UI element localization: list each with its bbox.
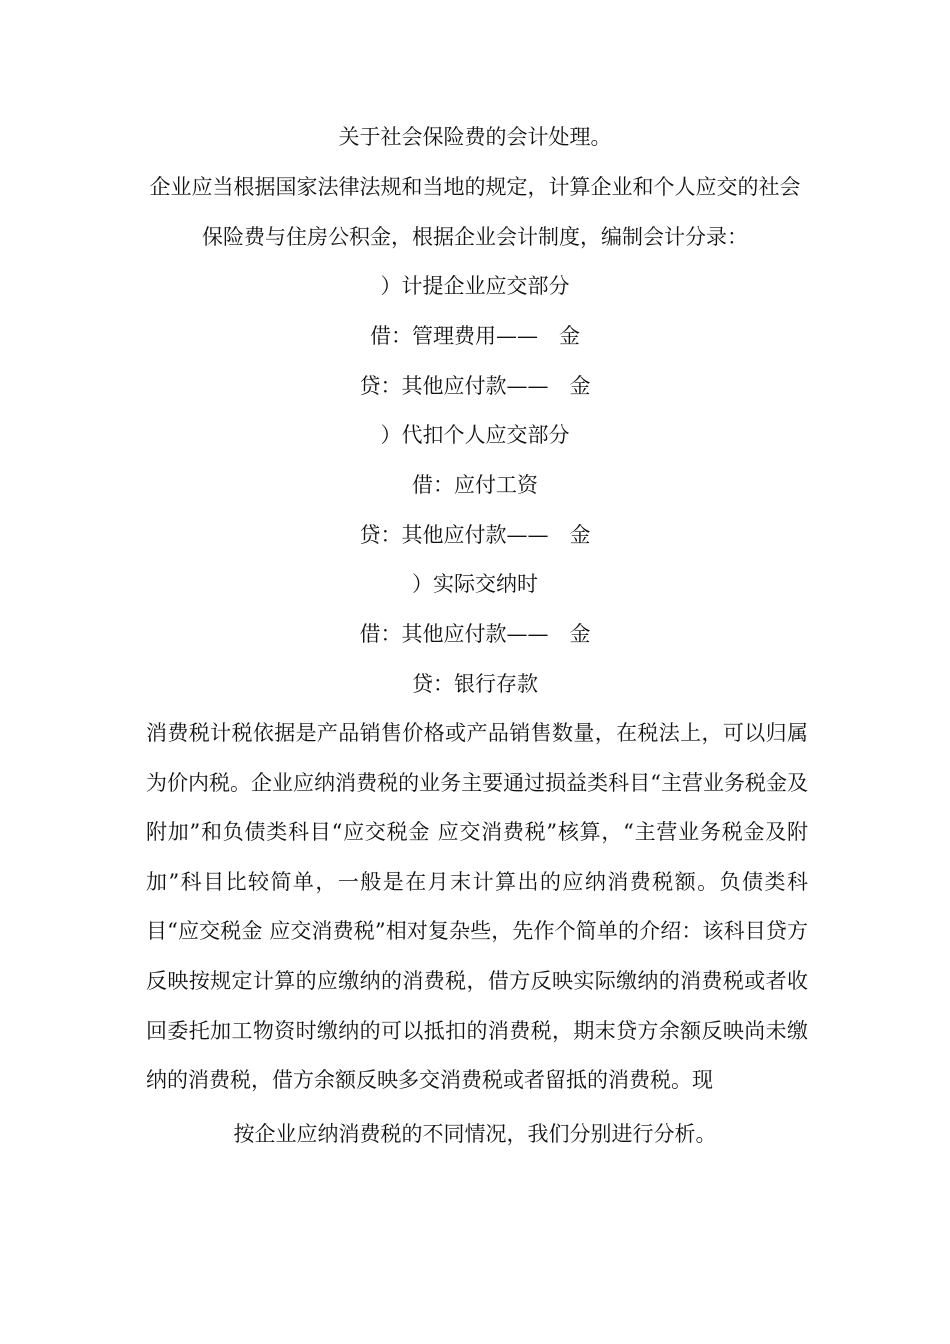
section-3-debit-entry: 借：其他应付款—— 金 [359, 622, 591, 646]
consumption-tax-paragraph: 消费税计税依据是产品销售价格或产品销售数量，在税法上，可以归属为价内税。企业应纳消费税的业务主要通过损益类科目“主营业务税金及附加”和负债类科目“应交税金 应交消费税”核算，“主营业务税金及附加”科目比较简单，一般是在月末计算出的应纳消费税额。负债类科目“应交税金 应交消费税”相对复杂些，先作个简单的介绍：该科目贷方反映按规定计算的应缴纳的消费税，借方反映实际缴纳的消费税或者收回委托加工物资时缴纳的可以抵扣的消费税，期末贷方余额反映尚未缴纳的消费税，借方余额反映多交消费税或者留抵的消费税。现 [146, 721, 808, 1093]
section-2-debit-entry: 借：应付工资 [412, 473, 538, 497]
section-1-heading: ）计提企业应交部分 [380, 274, 570, 298]
section-2-credit-entry: 贷：其他应付款—— 金 [359, 523, 591, 547]
intro-line-2: 保险费与住房公积金，根据企业会计制度，编制会计分录： [202, 225, 748, 249]
document-title: 关于社会保险费的会计处理。 [338, 125, 612, 149]
intro-line-1: 企业应当根据国家法律法规和当地的规定，计算企业和个人应交的社会 [149, 175, 801, 199]
section-2-heading: ）代扣个人应交部分 [380, 423, 570, 447]
section-3-credit-entry: 贷：银行存款 [412, 672, 538, 696]
section-3-heading: ）实际交纳时 [412, 572, 538, 596]
consumption-tax-last-line: 按企业应纳消费税的不同情况，我们分别进行分析。 [233, 1122, 717, 1146]
section-1-credit-entry: 贷：其他应付款—— 金 [359, 374, 591, 398]
section-1-debit-entry: 借：管理费用—— 金 [370, 324, 580, 348]
